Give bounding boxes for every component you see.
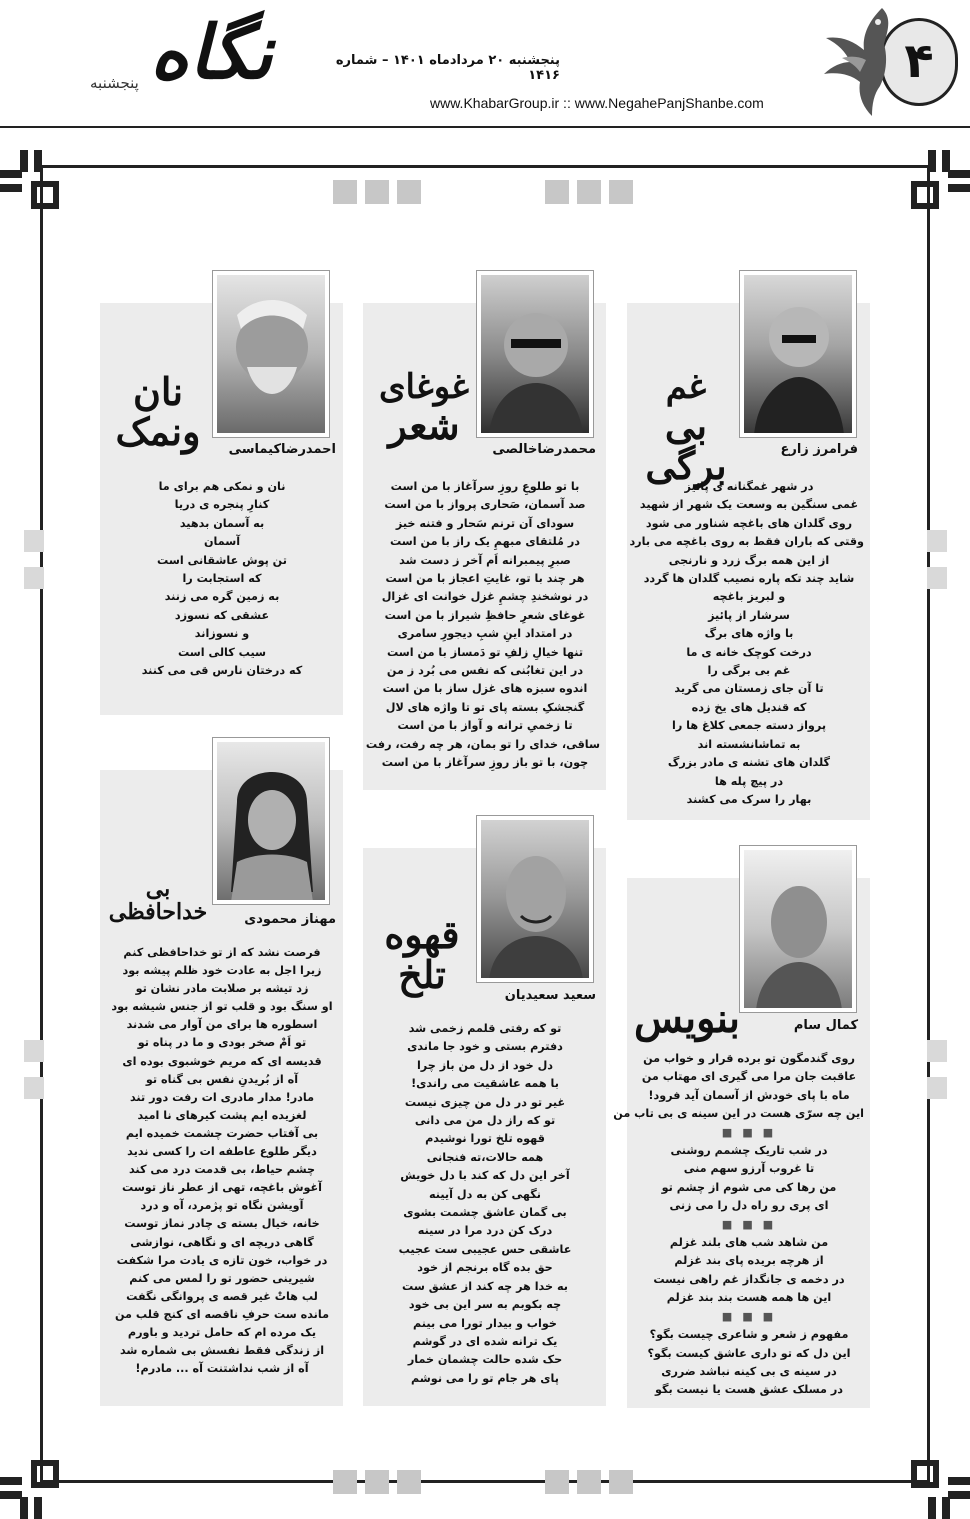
poem-line: آه از بُریدنِ نفس بی گناه تو <box>145 1072 299 1086</box>
header-rule <box>0 126 970 128</box>
poem-line: که قندیل های یخ زده <box>691 700 807 714</box>
author-name: محمدرضاخالصی <box>492 442 596 457</box>
poem-line: تا زخمیِ ترانه و آواز با من است <box>397 719 573 733</box>
title-line-2: ونمک <box>115 408 201 454</box>
corner-ornament-icon <box>910 1459 970 1519</box>
poem-line: قدیسه ای که مریم خوشبوی بوده ای <box>122 1054 322 1068</box>
poem-line: در امتداد اینِ شبِ دیجورِ سامری <box>397 627 573 641</box>
poem-line: سیب کالی است <box>177 645 267 659</box>
poem-line: من رها کی می شوم از چشم تو <box>661 1180 837 1194</box>
author-photo <box>476 270 594 438</box>
poem-line: و نسوزاند <box>194 627 250 641</box>
poem-line: تا آن جای زمستان می گرید <box>674 682 824 696</box>
poem-line: و لبریز باغچه <box>712 590 786 604</box>
poem-line: نگهی کن به دل آیینه <box>429 1187 541 1201</box>
portrait-icon <box>481 275 589 433</box>
title-line-2: تلخ <box>398 951 446 997</box>
poem-line: از زندگی فقط نفسش بی شماره شد <box>119 1344 325 1358</box>
poem-line: اندوه سبزه های غزل ساز با من است <box>382 682 588 696</box>
poem-line: با واژه های برگ <box>704 627 794 641</box>
poem-line: در مُلتقای مبهمِ یک راز با من است <box>389 535 581 549</box>
poem-line: به تماشانشسته اند <box>697 737 801 751</box>
poem-line: این چه سرّی هست در این سینه ی بی تاب من <box>613 1107 864 1121</box>
poem-line: یک مرده ام که حامل تردید و باورم <box>127 1325 317 1339</box>
poem-line: آسمان <box>203 535 241 549</box>
title-line-2: خداحافظی <box>108 899 208 926</box>
poem-lines <box>107 944 337 1378</box>
poem-line: همه حالات،ته فنجانی <box>426 1150 544 1164</box>
poem-line: بی گمان عاشق چشمت بشوی <box>403 1206 567 1220</box>
poem-title <box>634 995 740 1042</box>
poem-line: وقتی که باران فقط به روی باغچه می بارد <box>629 535 864 549</box>
title-line-2: شعر <box>388 402 460 448</box>
stanza-divider: ■ ■ ■ <box>721 1125 777 1139</box>
poem-title <box>108 878 208 924</box>
poem-line: در شب تاریک چشمم روشنی <box>670 1144 828 1158</box>
poem-line: تو اَمْ صخر بودی و ما در پناه تو <box>137 1036 307 1050</box>
title-line-1: قهوه <box>384 912 460 957</box>
poem-line: حق بده گاه برنجم از خود <box>417 1261 553 1275</box>
poem-line: آغوش باغچه، تهی از عطر ناز توست <box>121 1181 323 1195</box>
poem-lines <box>613 1050 864 1400</box>
poem-line: پای هر جام تو را می نوشم <box>411 1371 559 1385</box>
corner-ornament-icon <box>0 1459 60 1519</box>
poem-line: از هرچه بریده پای بند غزلم <box>674 1254 824 1268</box>
poem-line: آخر این دل که کند با دل خویش <box>400 1169 570 1183</box>
poem-line: ساقی، خدای را تو بمان، هر چه رفت، رفت <box>365 737 600 751</box>
poem-line: گنجشکِ بسته پای تو تا واژه های لال <box>385 700 585 714</box>
poem-line: به خدا هر چه کند از عشق ست <box>402 1279 568 1293</box>
title-line-1: غوغای <box>378 367 470 407</box>
portrait-icon <box>744 275 852 433</box>
poem-line: در سینه ی بی کینه نباشد ضرری <box>661 1364 837 1378</box>
poem-line: پرواز دسته جمعی کلاغ ها را <box>671 719 827 733</box>
poem-line: خواب و بیدار تورا می بینم <box>413 1316 557 1330</box>
poem-lines <box>370 1020 600 1388</box>
issue-dateline: پنجشنبه ۲۰ مردادماه ۱۴۰۱ – شماره ۱۴۱۶ <box>335 53 560 83</box>
poem-line: غیر تو در دل من چیزی نیست <box>404 1095 566 1109</box>
author-name: کمال سام <box>793 1018 858 1033</box>
poem-line: در دخمه ی جانگداز غم راهی نیست <box>653 1272 845 1286</box>
stanza-divider: ■ ■ ■ <box>721 1217 777 1231</box>
poem-line: که استجابت را <box>182 572 262 586</box>
poem-line: لب هاتْ غیر قصه ی پروانگی نگفت <box>126 1289 318 1303</box>
logo-text: نگاه <box>150 10 273 96</box>
poem-line: یک ترانه شده ای در گوشم <box>412 1334 558 1348</box>
poem-line: نان و نمکی هم برای ما <box>158 480 286 493</box>
poem-line: گاهی دریچه ای و نگاهی، نوازشی <box>130 1235 314 1249</box>
poem-line: گلدان های تشنه ی مادر بزرگ <box>667 756 831 770</box>
poem-line: کنارِ پنجره ی دریا <box>174 498 270 512</box>
poem-line: صد آسمان، صَحاری پرواز با من است <box>384 498 586 512</box>
poem-line: دیگر طلوع عاطفه ات را کسی ندید <box>127 1145 317 1159</box>
poem-line: از این همه برگ زرد و نارنجی <box>668 553 830 567</box>
poem-line: دل خود از دل من باز چرا <box>416 1058 554 1072</box>
poem-line: چشم حیاط، بی قدمت درد می کند <box>128 1163 316 1177</box>
title-line-2: بی برگی <box>645 402 727 488</box>
author-photo <box>739 270 857 438</box>
poem-line: صبرِ پیمبرانه اَم آخر ز دست شد <box>399 553 571 567</box>
logo-subtitle: پنجشنبه <box>90 74 139 92</box>
poem-line: ای پری رو راه دل را می زنی <box>669 1199 829 1213</box>
author-photo <box>476 815 594 983</box>
poem-line: شیرینی حضور تو را لمس می کنم <box>129 1271 315 1285</box>
poem-line: تو که رفتی قلمم زخمی شد <box>408 1022 562 1035</box>
poem-line: در خواب، خون تازه ی یادت مرا شکفت <box>116 1253 328 1267</box>
poem-lines <box>629 478 864 809</box>
poem-line: درک کن درد مرا در سینه <box>417 1224 553 1238</box>
author-photo <box>212 737 330 905</box>
poem-line: تا غروب آرزو سهم منی <box>683 1162 815 1176</box>
poem-title <box>636 367 736 488</box>
poem-line: غم بی برگی را <box>707 664 791 678</box>
poem-title <box>108 369 208 454</box>
poem-line: به آسمان بدهید <box>179 516 265 530</box>
poem-line: آه از شب نداشتنت آه ... مادرم! <box>135 1362 309 1376</box>
poem-line: درخت کوچک خانه ی ما <box>686 645 812 659</box>
poem-line: خانه، خیال بسته ی چادر نماز توست <box>124 1217 320 1231</box>
page-number: ۴ <box>880 18 958 106</box>
poem-line: سرشار از پائیز <box>708 608 790 622</box>
title-line-1: بنویس <box>634 995 740 1042</box>
poem-line: تنها خیالِ زلفِ تو دَمساز با من است <box>386 645 584 659</box>
poem-line: غمی سنگین به وسعت یک شهر از شهید <box>639 498 859 512</box>
poem-line: در پیچ پله ها <box>714 774 784 788</box>
poem-line: حک شده حالت چشمان خمار <box>407 1353 563 1367</box>
title-line-1: بی <box>145 876 171 902</box>
author-photo <box>739 845 857 1013</box>
poem-line: فرصت نشد که از تو خداحافظی کنم <box>123 946 321 959</box>
title-line-1: نان <box>132 369 184 414</box>
poem-line: ماه با پای خودش از آسمان آید فرود! <box>648 1088 850 1102</box>
poem-line: زیرا اجل به عادت خود ظلم پیشه بود <box>122 964 322 978</box>
poem-line: دفترم بستی و خود جا ماندی <box>407 1040 563 1054</box>
poem-line: مانده ست حرفِ ناقصه ای کنج قلب من <box>114 1307 329 1321</box>
websites: www.KhabarGroup.ir :: www.NegahePanjShanbe.com <box>430 95 764 111</box>
poem-line: در نوشخندِ چشمِ غزل خوانت ای غزال <box>381 590 589 604</box>
poem-line: بی آفتاب حضرت چشمت خمیده ایم <box>125 1126 319 1140</box>
poem-line: آویشن نگاه تو پژمرد، آه و درد <box>140 1199 304 1213</box>
poem-line: با تو طلوعِ روزِ سرآغاز با من است <box>390 480 580 493</box>
author-photo <box>212 270 330 438</box>
author-name: احمدرضاکیماسی <box>228 442 336 457</box>
poem-line: زد تیشه بر صلابت مادر نشان تو <box>135 982 309 996</box>
poem-line: در مسلک عشق هست یا نیست بگو <box>654 1383 844 1397</box>
author-name: مهناز محمودی <box>244 912 336 927</box>
poem-line: که درختان نارس قی می کنند <box>141 664 303 678</box>
poem-lines <box>365 478 600 773</box>
author-name: فرامرز زارع <box>780 442 858 457</box>
poem-line: تن پوش عاشقانی است <box>157 553 287 567</box>
poem-line: مادر! مدار مادری ات رفت دور تند <box>129 1090 315 1104</box>
poem-line: چون، با تو باز روزِ سرآغاز با من است <box>381 756 589 770</box>
poem-line: با همه عاشقیت می راندی! <box>411 1077 559 1091</box>
portrait-icon <box>217 742 325 900</box>
poem-line: روی گلدان های باغچه شناور می شود <box>645 516 853 530</box>
stanza-divider: ■ ■ ■ <box>721 1309 777 1323</box>
poem-line: شاید چند تکه پاره نصیب گلدان ها گردد <box>643 572 855 586</box>
corner-ornament-icon <box>910 150 970 210</box>
portrait-icon <box>217 275 325 433</box>
poem-line: عشقی که نسوزد <box>174 608 270 622</box>
poem-line: هر چند با تو، غایتِ اعجاز با من است <box>385 572 585 586</box>
poem-line: این ها همه هست بند بند غزلم <box>666 1291 832 1305</box>
newspaper-logo <box>90 10 290 117</box>
title-line-1: غم <box>665 367 707 407</box>
poem-line: سودای آن ترنم سَحار و فتنه خیز <box>395 516 575 530</box>
poem-line: در این تغابُنی که نفس می بُرد ز من <box>386 664 584 678</box>
poem-line: بهار را سرک می کشند <box>686 792 812 806</box>
poem-title <box>372 912 472 997</box>
poem-line: عاشقی حس عجیبی ست عجیب <box>398 1242 572 1256</box>
poem-line: به زمین گره می زنند <box>164 590 280 604</box>
poem-line: مفهوم ز شعر و شاعری چیست بگو؟ <box>649 1328 849 1342</box>
poem-line: غوغای شعرِ حافظِ شیراز با من است <box>384 608 586 622</box>
corner-ornament-icon <box>0 150 60 210</box>
portrait-icon <box>744 850 852 1008</box>
poem-line: او سنگ بود و قلب تو از جنس شیشه بود <box>111 1000 333 1014</box>
poem-line: تو که راز دل من می دانی <box>414 1114 556 1128</box>
author-name: سعید سعیدیان <box>504 988 596 1003</box>
poem-line: اسطوره ها برای من آوار می شدند <box>126 1018 318 1032</box>
poem-lines <box>107 478 337 680</box>
poem-line: این دل که تو داری عاشق کیست بگو؟ <box>647 1346 851 1360</box>
portrait-icon <box>481 820 589 978</box>
poem-line: چه بکوبم به سر این بی خود <box>408 1298 562 1312</box>
poem-line: روی گندمگون تو برده قرار و خواب من <box>643 1052 855 1065</box>
poem-line: لغزیده ایم پشت کیرهای نا امید <box>137 1108 307 1122</box>
poem-title <box>375 367 473 448</box>
poem-line: من شاهد شب های بلند غزلم <box>669 1236 829 1250</box>
poem-line: قهوه تلخ تورا نوشیدم <box>425 1132 545 1146</box>
poem-line: در شهر غمگنانه ی پائیز <box>684 480 814 493</box>
poem-line: عاقبت جان مرا می گیری ای مهتاب من <box>641 1070 857 1084</box>
